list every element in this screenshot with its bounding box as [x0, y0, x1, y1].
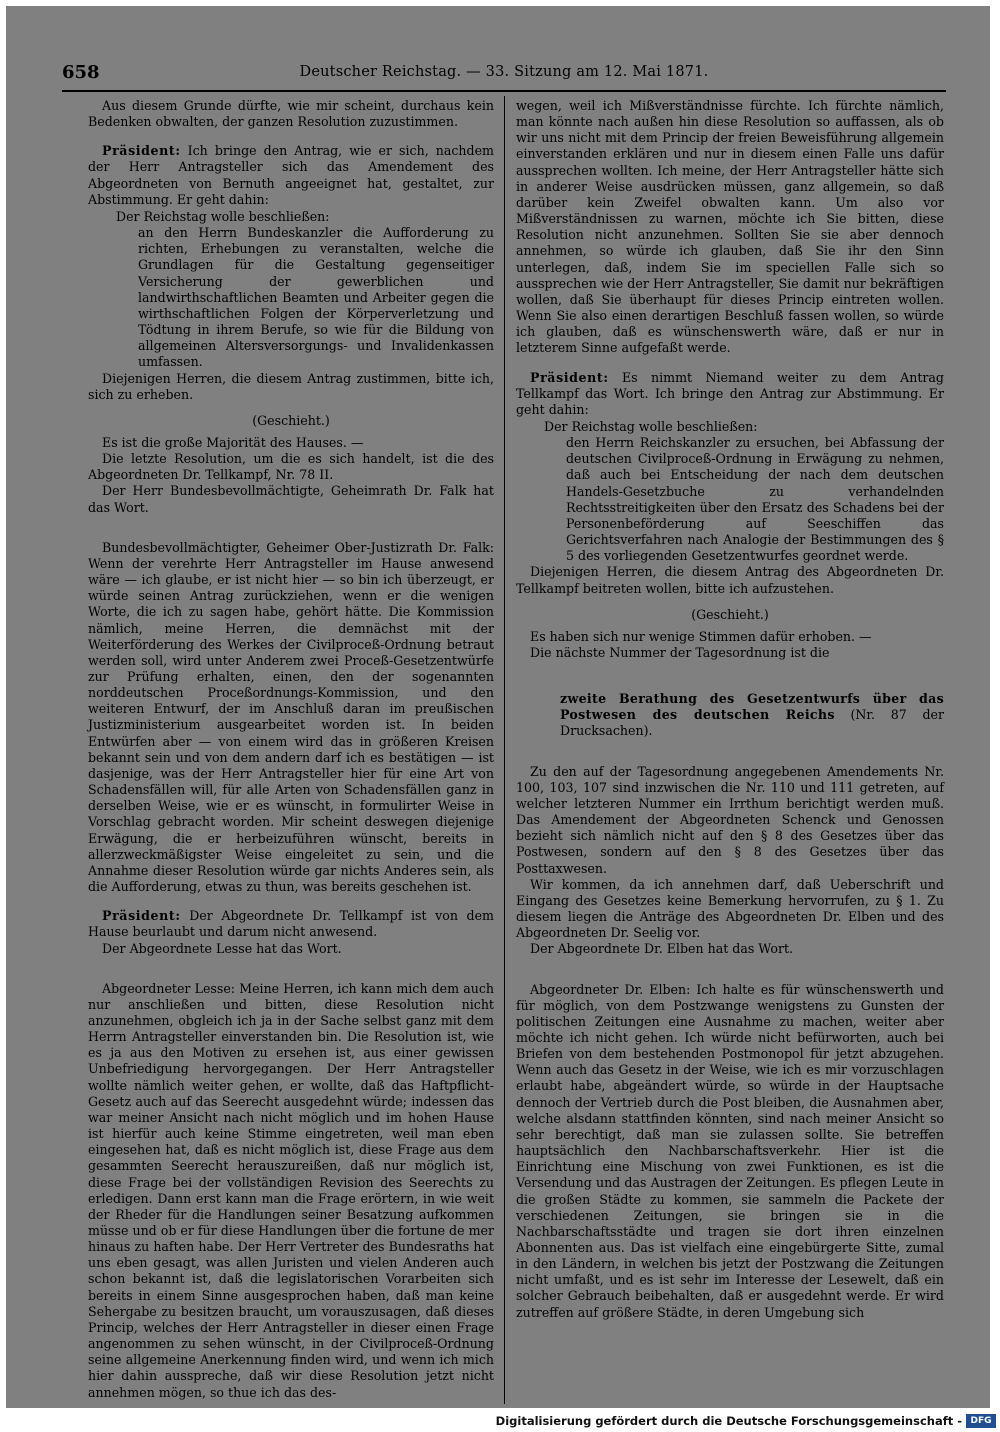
speech-text: Ich halte es für wünschenswerth und für möglich, von dem Postzwange wenigstens zu Gunsten der politischen Zeitungen eine Ausnahme zu machen, weiter aber möchte ich nicht gehen. Ich würde nicht befürworten, auch bei Briefen von dem bestehenden Postmonopol für jetzt abzugehen. Wenn auch das Gesetz in der Weise, wie ich es mir vorzuschlagen erlaubt habe, abgeändert würde, so würde in der Hauptsache dennoch der Vertrieb durch die Post bleiben, die Ausnahmen aber, welche alsdann stattfinden könnten, sind nach meiner Ansicht so sehr berechtigt, daß man sie zulassen sollte. Sie betreffen hauptsächlich den Nachbarschaftsverkehr. Hier ist die Einrichtung eine Mischung von zwei Funktionen, es ist die Versendung und das Austragen der Zeitungen. Es pflegen Leute in die großen Städte zu kommen, sie sammeln die Packete der verschiedenen Zeitungen, sie bringen sie in die Nachbarschaftsstädte und tragen sie dort ihren einzelnen Abonnenten aus. Das ist vielfach eine eingebürgerte Sitte, zumal in den Ländern, in welchen bis jetzt der Postzwang die Zeitungen nicht umfaßt, und es ist sehr im Interesse der Lesewelt, daß ein solcher Gebrauch beibehalten, daß er ausgedehnt werde. Er wird zutreffen auf größere Städte, in deren Umgebung sich — [516, 981, 944, 1320]
agenda-title: zweite Berathung des Gesetzentwurfs über das Postwesen des deutschen Reichs — [560, 691, 944, 723]
paragraph: Die nächste Nummer der Tagesordnung ist die — [530, 645, 830, 660]
paragraph: Es ist die große Majorität des Hauses. — — [102, 434, 364, 450]
right-column — [516, 98, 944, 1321]
paragraph: Diejenigen Herren, die diesem Antrag zustimmen, bitte ich, sich zu erheben. — [88, 370, 494, 402]
funding-notice: Digitalisierung gefördert durch die Deutsche Forschungsgemeinschaft - — [495, 1414, 962, 1428]
speech-text: Ich bringe den Antrag, wie er sich, nachdem der Herr Antragsteller sich das Amendement des Abgeordneten von Bernuth angeeignet hat, gestaltet, zur Abstimmung. Er geht dahin: — [88, 143, 494, 207]
page-header — [62, 62, 946, 88]
speech-text: Wenn der verehrte Herr Antragsteller im Hause anwesend wäre — ich glaube, er ist nicht hier — so bin ich überzeugt, er würde seinen Antrag zurückziehen, wenn er die wenigen Worte, die ich zu sagen habe, gehört hätte. Die Kommission nämlich, meine Herren, die demnächst mit der Weiterförderung des Werkes der Civilproceß-Ordnung betraut werden soll, wird unter Anderem zwei Proceß-Gesetzentwürfe zur Prüfung erhalten, einen, den der sogenannten norddeutschen Proceßordnungs-Kommission, und den weiteren Entwurf, der im Anschluß daran im preußischen Justizministerium ausgearbeitet worden ist. In beiden Entwürfen aber — von einem wird das in größeren Kreisen bekannt sein und von dem andern darf ich es bestätigen — ist dasjenige, was der Herr Antragsteller hier für eine Art von Schadensfällen will, für alle Arten von Schadensfällen ganz in derselben Weise, wie er es wünscht, in formulirter Weise in Vorschlag gebracht worden. Mir scheint deswegen diejenige Erwägung, die er herbeizuführen wünscht, bereits in allerzweckmäßigster Weise eingeleitet zu sein, und die Annahme dieser Resolution würde gar nichts Anderes sein, als die Aufforderung, etwas zu thun, was bereits geschehen ist. — [88, 555, 494, 895]
paragraph: Zu den auf der Tagesordnung angegebenen Amendements Nr. 100, 103, 107 sind inzwischen die Nr. 110 und 111 getreten, auf welcher letzteren Nummer ein Irrthum berichtigt werden muß. Das Amendement der Abgeordneten Schenck und Genossen bezieht sich nämlich nicht auf den § 8 des Gesetzes über das Postwesen, sondern auf den § 8 des Gesetzes über das Posttaxwesen. — [516, 763, 944, 876]
paragraph: Der Herr Bundesbevollmächtigte, Geheimrath Dr. Falk hat das Wort. — [88, 483, 494, 515]
speech — [88, 981, 494, 1401]
paragraph: Diejenigen Herren, die diesem Antrag des Abgeordneten Dr. Tellkampf beitreten wollen, bitte ich aufzustehen. — [516, 564, 944, 596]
paragraph: Der Abgeordnete Dr. Elben hat das Wort. — [530, 941, 794, 957]
running-head: Deutscher Reichstag. — 33. Sitzung am 12. Mai 1871. — [299, 64, 709, 80]
speech — [88, 143, 494, 208]
motion-text: den Herrn Reichskanzler zu ersuchen, bei Abfassung der deutschen Civilproceß-Ordnung in Erwägung zu nehmen, daß auch bei Entscheidung der nach dem deutschen Handels-Gesetzbuche zu verhandelnden Rechtsstreitigkeiten über den Ersatz des Schadens bei der Personenbeförderung auf Seeschiffen das Gerichtsverfahren nach Analogie der Bestimmungen des § 5 des vorliegenden Gesetzentwurfes geordnet werde. — [566, 435, 944, 564]
column-divider — [504, 96, 505, 1404]
page-number: 658 — [62, 62, 100, 83]
paragraph: wegen, weil ich Mißverständnisse fürchte. Ich fürchte nämlich, man könnte nach außen hin diese Resolution so auffassen, als ob wir uns nicht mit dem Princip der freien Beweisführung allgemein einverstanden erklären und nur in diesem einen Falle uns dafür aussprechen wollten. Ich meine, der Herr Antragsteller hätte sich in anderer Weise ausdrücken müssen, ganz allgemein, so daß darüber kein Zweifel obwalten kann. Um also vor Mißverständnissen zu warnen, möchte ich Sie bitten, diese Resolution nicht anzunehmen. Sollten Sie sie aber dennoch annehmen, so würde ich glauben, daß Sie ihr den Sinn unterlegen, daß, indem Sie im speciellen Falle sich so aussprechen wie der Herr Antragsteller, Sie damit nur bekräftigen wollen, daß Sie überhaupt für dieses Princip eintreten wollen. Wenn Sie also einen derartigen Beschluß fassen wollen, so würde ich glauben, daß es wünschenswerth wäre, daß er nur in letzterem Sinne aufgefaßt werde. — [516, 98, 944, 356]
stage-direction: (Geschieht.) — [252, 412, 330, 428]
speech — [516, 982, 944, 1321]
speech-text: Der Abgeordnete Dr. Tellkampf ist von dem Hause beurlaubt und darum nicht anwesend. — [88, 908, 494, 940]
motion-intro: Der Reichstag wolle beschließen: — [544, 418, 758, 434]
dfg-logo: DFG — [966, 1414, 996, 1428]
speaker-name: Präsident: — [102, 908, 181, 924]
paragraph: Aus diesem Grunde dürfte, wie mir scheint, durchaus kein Bedenken obwalten, der ganzen Resolution zuzustimmen. — [88, 98, 494, 130]
scanned-page — [6, 6, 990, 1408]
speaker-name: Abgeordneter Lesse: — [102, 980, 236, 996]
speaker-name: Präsident: — [530, 369, 609, 385]
speech — [88, 540, 494, 895]
paragraph: Die letzte Resolution, um die es sich handelt, ist die des Abgeordneten Dr. Tellkampf, Nr. 78 II. — [88, 451, 494, 483]
paragraph: Es haben sich nur wenige Stimmen dafür erhoben. — — [530, 628, 872, 644]
paragraph: Wir kommen, da ich annehmen darf, daß Ueberschrift und Eingang des Gesetzes keine Bemerkung hervorrufen, zu § 1. Zu diesem liegen die Anträge des Abgeordneten Dr. Elben und des Abgeordneten Dr. Seelig vor. — [516, 876, 944, 941]
speaker-name: Präsident: — [102, 143, 181, 159]
speech-text: Meine Herren, ich kann mich dem auch nur anschließen und bitten, diese Resolution nicht anzunehmen, obgleich ich ja in der Sache selbst ganz mit dem Herrn Antragsteller einverstanden bin. Die Resolution ist, wie es ja aus den Motiven zu ersehen ist, aus einer gewissen Unbefriedigung hervorgegangen. Der Herr Antragsteller wollte nämlich weiter gehen, er wollte, daß das Haftpflicht-Gesetz auch auf das Seerecht ausgedehnt würde; indessen das war meiner Ansicht nach nicht möglich und im hohen Hause ist hierfür auch keine Stimme eingetreten, weil man eben eingesehen hat, daß es nicht möglich ist, diese Frage aus dem gesammten Seerecht herauszureißen, daß nur möglich ist, diese Frage bei der vollständigen Revision des Seerechts zu erledigen. Dann erst kann man die Frage erörtern, in wie weit der Rheder für die Handlungen seiner Besatzung aufkommen müsse und ob er für diese Handlungen über die fortune de mer hinaus zu haften habe. Der Herr Vertreter des Bundesraths hat uns eben gesagt, was allen Juristen und vielen Anderen auch schon bekannt ist, daß die legislatorischen Vorarbeiten sich bereits in einem Sinne ausgesprochen haben, daß man keine Sehergabe zu besitzen braucht, um vorauszusagen, daß dieses Princip, welches der Herr Antragsteller in dieser einen Frage angenommen zu sehen wünscht, in der Civilproceß-Ordnung seine allgemeine Anerkennung finden wird, und wenn ich mich hier dahin ausspreche, daß wir diese Resolution jetzt nicht annehmen mögen, so thue ich das des- — [88, 980, 494, 1400]
paragraph: Der Abgeordnete Lesse hat das Wort. — [102, 940, 342, 956]
speech — [516, 370, 944, 418]
agenda-item — [560, 691, 944, 739]
left-column — [88, 98, 494, 1401]
footer — [495, 1414, 996, 1430]
speaker-name: Bundesbevollmächtigter, Geheimer Ober-Justizrath Dr. Falk: — [102, 539, 494, 555]
speaker-name: Abgeordneter Dr. Elben: — [530, 981, 691, 997]
header-rule — [62, 90, 946, 92]
speech — [88, 908, 494, 940]
stage-direction: (Geschieht.) — [691, 606, 769, 622]
speech-text: Es nimmt Niemand weiter zu dem Antrag Tellkampf das Wort. Ich bringe den Antrag zur Abstimmung. Er geht dahin: — [516, 369, 944, 417]
motion-text: an den Herrn Bundeskanzler die Aufforderung zu richten, Erhebungen zu veranstalten, welche die Grundlagen für die Gestaltung gegenseitiger Versicherung der gewerblichen und landwirthschaftlichen Beamten und Arbeiter gegen die wirthschaftlichen Folgen der Körperverletzung und Tödtung in ihrem Berufe, so wie für die Bildung von allgemeinen Altersversorgungs- und Invalidenkassen umfassen. — [138, 225, 494, 370]
agenda-reference: (Nr. 87 der Drucksachen). — [560, 707, 944, 739]
motion-intro: Der Reichstag wolle beschließen: — [116, 208, 330, 224]
